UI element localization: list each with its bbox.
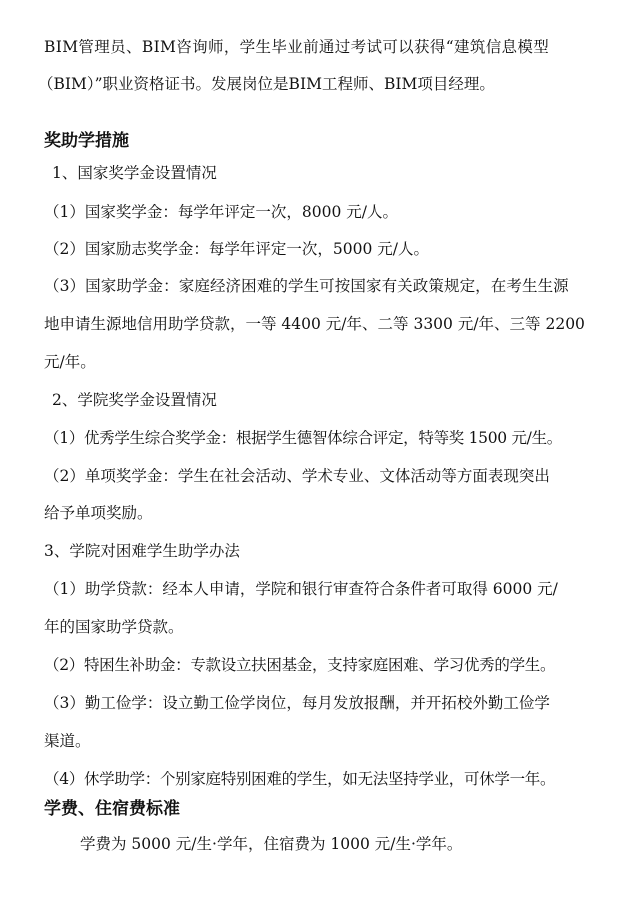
fees-section-title: 学费、住宿费标准 [44, 799, 180, 819]
college-single-item-line-2: 给予单项奖励。 [44, 504, 153, 522]
national-encouragement-item: （2）国家励志奖学金：每学年评定一次，5000 元/人。 [44, 240, 429, 258]
fees-text: 学费为 5000 元/生·学年，住宿费为 1000 元/生·学年。 [80, 835, 463, 853]
intro-line-2: （BIM）”职业资格证书。发展岗位是BIM工程师、BIM项目经理。 [38, 75, 495, 93]
national-grant-line-3: 元/年。 [44, 353, 96, 371]
aid-workstudy-line-2: 渠道。 [44, 732, 91, 750]
intro-line-1: BIM管理员、BIM咨询师，学生毕业前通过考试可以获得“建筑信息模型 [44, 38, 550, 56]
scholarship-section-title: 奖助学措施 [44, 131, 129, 151]
college-single-item-line-1: （2）单项奖学金：学生在社会活动、学术专业、文体活动等方面表现突出 [44, 467, 550, 485]
national-grant-line-2: 地申请生源地信用助学贷款，一等 4400 元/年、二等 3300 元/年、三等 2200 [44, 315, 585, 333]
aid-heading: 3、学院对困难学生助学办法 [44, 542, 240, 560]
college-scholarship-heading: 2、学院奖学金设置情况 [52, 391, 217, 409]
aid-workstudy-line-1: （3）勤工俭学：设立勤工俭学岗位，每月发放报酬，并开拓校外勤工俭学 [44, 694, 550, 712]
national-scholarship-item: （1）国家奖学金：每学年评定一次，8000 元/人。 [44, 203, 398, 221]
aid-subsidy-item: （2）特困生补助金：专款设立扶困基金，支持家庭困难、学习优秀的学生。 [44, 656, 556, 674]
aid-suspension-item: （4）休学助学：个别家庭特别困难的学生，如无法坚持学业，可休学一年。 [44, 770, 556, 788]
national-grant-line-1: （3）国家助学金：家庭经济困难的学生可按国家有关政策规定，在考生生源 [44, 277, 569, 295]
college-comprehensive-item: （1）优秀学生综合奖学金：根据学生德智体综合评定，特等奖 1500 元/生。 [44, 429, 562, 447]
national-scholarship-heading: 1、国家奖学金设置情况 [52, 164, 217, 182]
aid-loan-line-2: 年的国家助学贷款。 [44, 618, 184, 636]
aid-loan-line-1: （1）助学贷款：经本人申请，学院和银行审查符合条件者可取得 6000 元/ [44, 580, 558, 598]
